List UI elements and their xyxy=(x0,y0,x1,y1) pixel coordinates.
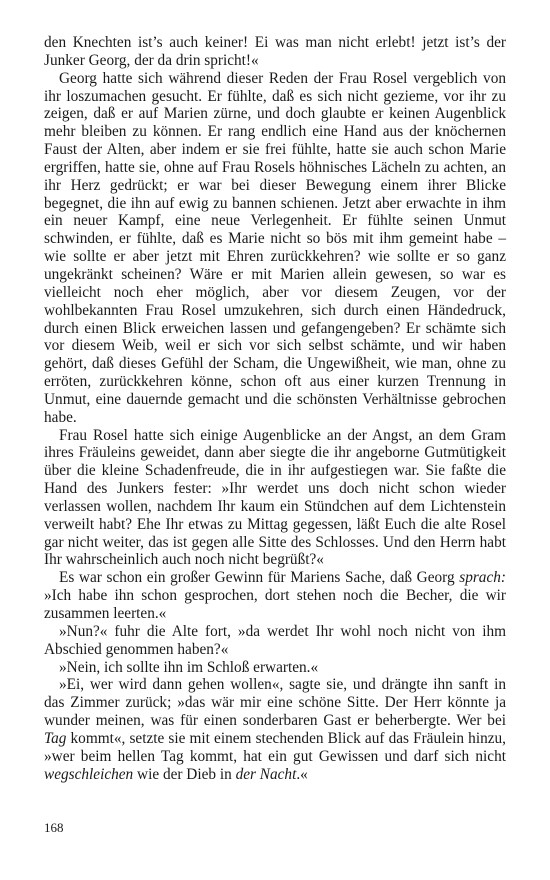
page-number: 168 xyxy=(44,820,64,835)
text-run: Es war schon ein großer Gewinn für Mariens Sache, daß Georg xyxy=(59,569,460,587)
paragraph xyxy=(44,70,506,427)
text-run: den Knechten ist’s auch keiner! Ei was man nicht erlebt! jetzt ist’s der Junker Georg, der da drin spricht!« xyxy=(44,34,506,69)
emphasized-text: wegschleichen xyxy=(44,765,134,783)
paragraph xyxy=(44,659,506,677)
text-run: Georg hatte sich während dieser Reden der Frau Rosel vergeblich von ihr loszumachen gesucht. Er fühlte, daß es sich nicht gezieme, vor ihr zu zeigen, daß er auf Marien zürne, und doch glaubte er keinen Augenblick mehr bleiben zu können. Er rang endlich eine Hand aus der knöchernen Faust der Alten, aber indem er sie frei fühlte, hatte sie auch schon Marie ergriffen, hatte sie, ohne auf Frau Rosels höhnisches Lächeln zu achten, an ihr Herz gedrückt; er war bei dieser Bewegung einem ihrer Blicke begegnet, die ihn auf ewig zu bannen schienen. Jetzt aber erwachte in ihm ein neuer Kampf, eine neue Verlegenheit. Er fühlte seinen Unmut schwinden, er fühlte, daß es Marie nicht so bös mit ihm gemeint habe – wie sollte er aber jetzt mit Ehren zurückkehren? wie sollte er so ganz ungekränkt scheinen? Wäre er mit Marien allein gewesen, so war es vielleicht noch eher möglich, aber vor diesem Zeugen, vor der wohlbekannten Frau Rosel umzukehren, sich durch einen Händedruck, durch einen Blick erweichen lassen und gefangengeben? Er schämte sich vor diesem Weib, weil er sich vor sich selbst schämte, und wir haben gehört, daß dieses Gefühl der Scham, die Ungewißheit, wie man, ohne zu erröten, zurückkehren könne, schon oft aus einer kurzen Trennung in Unmut, eine dauernde gemacht und die schönsten Verhältnisse gebrochen habe. xyxy=(44,69,506,426)
text-run: wie der Dieb in xyxy=(133,765,236,783)
text-run: .« xyxy=(296,765,308,783)
text-run: kommt«, setzte sie mit einem stechenden Blick auf das Fräulein hinzu, »wer beim hellen Tag kommt, hat ein gut Gewissen und darf sich nicht xyxy=(44,729,506,765)
text-run: Frau Rosel hatte sich einige Augenblicke an der Angst, an dem Gram ihres Fräuleins geweidet, dann aber siegte die ihr angeborne Gutmütigkeit über die kleine Schadenfreude, die in ihr aufgestiegen war. Sie faßte die Hand des Junkers fester: »Ihr werdet uns doch nicht schon wieder verlassen wollen, nachdem Ihr kaum ein Stündchen auf dem Lichtenstein verweilt habt? Ehe Ihr etwas zu Mittag gegessen, läßt Euch die alte Rosel gar nicht weiter, das ist gegen alle Sitte des Schlosses. Und den Herrn habt Ihr wahrscheinlich auch noch nicht begrüßt?« xyxy=(44,426,506,569)
paragraph xyxy=(44,623,506,659)
text-run: »Ei, wer wird dann gehen wollen«, sagte sie, und drängte ihn sanft in das Zimmer zurück; »das wär mir eine schöne Sitte. Der Herr könnte ja wunder meinen, was für einen sonderbaren Gast er beherbergte. Wer bei xyxy=(44,676,506,730)
emphasized-text: der Nacht xyxy=(235,765,297,783)
text-run: »Nun?« fuhr die Alte fort, »da werdet Ihr wohl noch nicht von ihm Abschied genommen haben?« xyxy=(44,622,506,658)
emphasized-text: sprach: xyxy=(459,569,506,587)
paragraph xyxy=(44,676,506,783)
text-run: »Nein, ich sollte ihn im Schloß erwarten.« xyxy=(59,658,319,676)
emphasized-text: Tag xyxy=(44,729,67,747)
paragraph xyxy=(44,34,506,70)
text-run: »Ich habe ihn schon gesprochen, dort stehen noch die Becher, die wir zusammen leerten.« xyxy=(44,587,506,622)
paragraph xyxy=(44,427,506,570)
book-page-text xyxy=(44,34,506,783)
paragraph xyxy=(44,569,506,623)
